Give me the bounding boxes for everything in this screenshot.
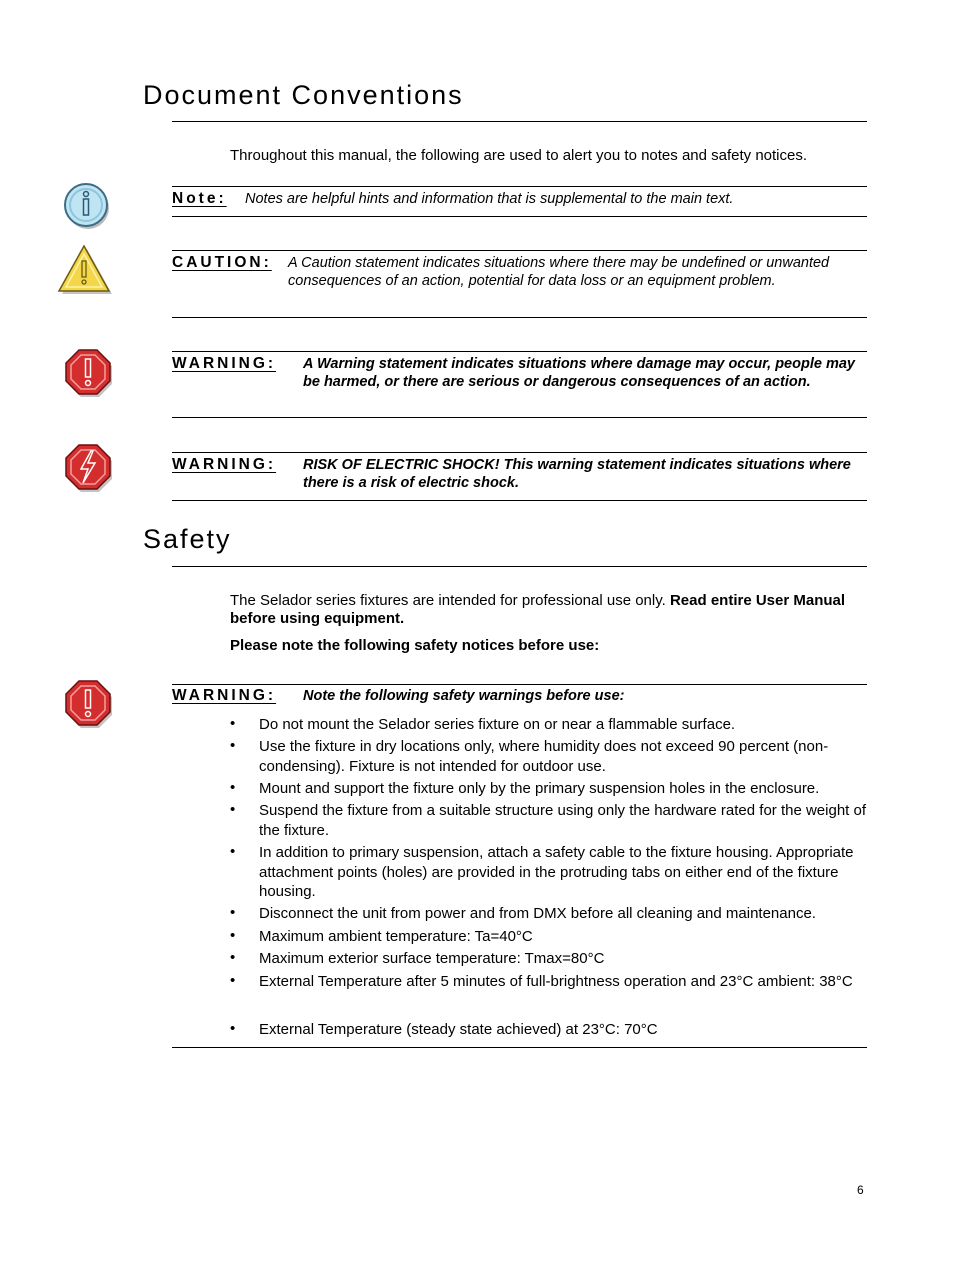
caution-bottom-rule: [172, 317, 867, 318]
bullet-text: Disconnect the unit from power and from DMX before all cleaning and maintenance.: [259, 905, 816, 922]
bullet-marker: •: [230, 1020, 236, 1037]
safety-heading-rule: [172, 566, 867, 567]
warning1-label: WARNING:: [172, 355, 277, 372]
safety-paragraph-bold: Read entire User Manual before using equipment.: [230, 592, 846, 627]
bullet-text: Use the fixture in dry locations only, where humidity does not exceed 90 percent (non-condensing). Fixture is not intended for outdoor use.: [259, 738, 829, 775]
intro-paragraph: Throughout this manual, the following are used to alert you to notes and safety notices.: [230, 147, 808, 164]
safety-bottom-rule: [172, 1047, 867, 1048]
bullet-marker: •: [230, 801, 236, 818]
bullet-marker: •: [230, 715, 236, 732]
bullet-marker: •: [230, 927, 236, 944]
warning2-top-rule: [172, 452, 867, 453]
stop-warning-icon: [62, 346, 114, 403]
caution-text: A Caution statement indicates situations where there may be undefined or unwanted consequences of an action, potential for data loss or an equipment problem.: [288, 255, 830, 289]
bullet-text: External Temperature after 5 minutes of full-brightness operation and 23°C ambient: 38°C: [259, 973, 853, 990]
warning2-bottom-rule: [172, 500, 867, 501]
caution-label: CAUTION:: [172, 254, 272, 271]
section-heading-safety: Safety: [143, 524, 232, 554]
caution-icon: [57, 244, 113, 301]
bullet-text: External Temperature (steady state achieved) at 23°C: 70°C: [259, 1021, 658, 1038]
page-number: 6: [857, 1183, 864, 1197]
bullet-text: In addition to primary suspension, attach a safety cable to the fixture housing. Appropriate attachment points (holes) are provided in the protruding tabs on either end of the fixture housing.: [259, 844, 854, 900]
safety-notice-intro: Please note the following safety notices before use:: [230, 637, 600, 654]
note-bottom-rule: [172, 216, 867, 217]
bullet-text: Do not mount the Selador series fixture on or near a flammable surface.: [259, 716, 736, 733]
warning2-text: RISK OF ELECTRIC SHOCK! This warning statement indicates situations where there is a risk of electric shock.: [303, 457, 851, 491]
bullet-marker: •: [230, 904, 236, 921]
note-text: Notes are helpful hints and information that is supplemental to the main text.: [245, 191, 734, 207]
stop-warning-icon: [62, 677, 114, 734]
warning1-text: A Warning statement indicates situations where damage may occur, people may be harmed, or there are serious or dangerous consequences of an action.: [303, 356, 855, 390]
section-heading-conventions: Document Conventions: [143, 80, 464, 110]
bullet-marker: •: [230, 843, 236, 860]
bullet-marker: •: [230, 949, 236, 966]
safety-warning-label: WARNING:: [172, 687, 277, 704]
bullet-text: Maximum ambient temperature: Ta=40°C: [259, 928, 533, 945]
safety-warning-text: Note the following safety warnings before use:: [303, 688, 625, 704]
caution-top-rule: [172, 250, 867, 251]
bullet-marker: •: [230, 737, 236, 754]
heading-rule: [172, 121, 867, 122]
electric-shock-icon: [62, 441, 114, 498]
bullet-text: Mount and support the fixture only by the primary suspension holes in the enclosure.: [259, 780, 820, 797]
bullet-text: Suspend the fixture from a suitable structure using only the hardware rated for the weight of the fixture.: [259, 802, 867, 839]
bullet-marker: •: [230, 972, 236, 989]
note-label: Note:: [172, 190, 227, 207]
warning2-label: WARNING:: [172, 456, 277, 473]
safety-paragraph-plain: The Selador series fixtures are intended for professional use only.: [230, 592, 670, 609]
safety-warning-top-rule: [172, 684, 867, 685]
bullet-marker: •: [230, 779, 236, 796]
warning1-bottom-rule: [172, 417, 867, 418]
info-icon: [62, 181, 114, 238]
bullet-text: Maximum exterior surface temperature: Tmax=80°C: [259, 950, 605, 967]
note-top-rule: [172, 186, 867, 187]
warning1-top-rule: [172, 351, 867, 352]
safety-paragraph: [230, 592, 860, 628]
